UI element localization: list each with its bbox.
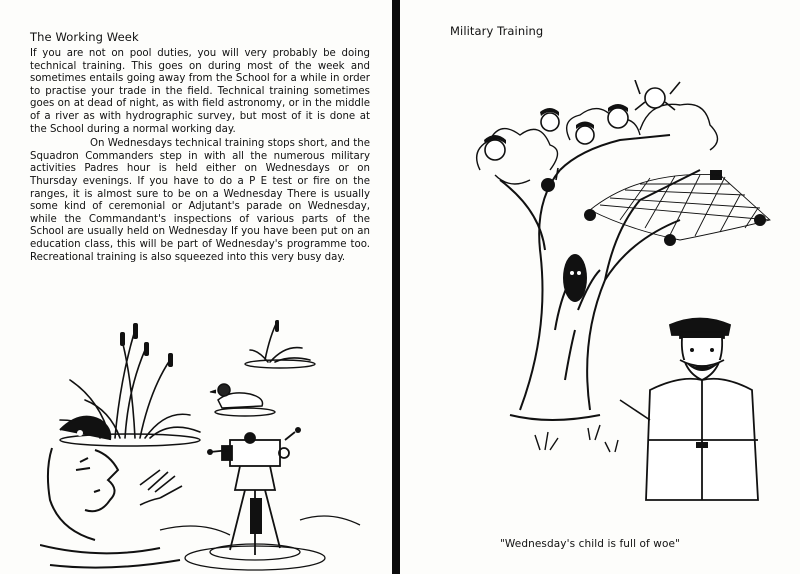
paragraph: On Wednesdays technical training stops short, and the Squadron Commanders step in with all the numerous military activities Padres hour is held either on Wednesdays or on Thursday evenings. If you have to do a P E test or fire on the ranges, it is almost sure to be on a Wednesday There is usually some kind of ceremonial or Adjutant's parade on Wednesday, while the Commandant's inspections of various parts of the School are usually held on Wednesday If you have been put on an education class, this will be part of Wednesday's programme too. Recreational training is also squeezed into this very busy day. (30, 138, 370, 263)
paragraph: If you are not on pool duties, you will very probably be doing technical training. This goes on during most of the week and sometimes entails going away from the School for a while in order to practise your trade in the field. Technical training sometimes goes on at dead of night, as with field astronomy, or in the middle of a river as with hydrographic survey, but most of it is done at the School during a normal working day. (30, 48, 370, 135)
page-heading: Military Training (450, 24, 544, 38)
left-page (0, 0, 392, 574)
page-heading: The Working Week (30, 30, 139, 44)
body-text (30, 48, 370, 264)
surveyor-in-river-illustration (40, 320, 380, 574)
book-spine (392, 0, 400, 574)
tree-and-officer-illustration (440, 80, 800, 520)
right-page (400, 0, 800, 574)
illustration-caption: "Wednesday's child is full of woe" (500, 538, 680, 550)
